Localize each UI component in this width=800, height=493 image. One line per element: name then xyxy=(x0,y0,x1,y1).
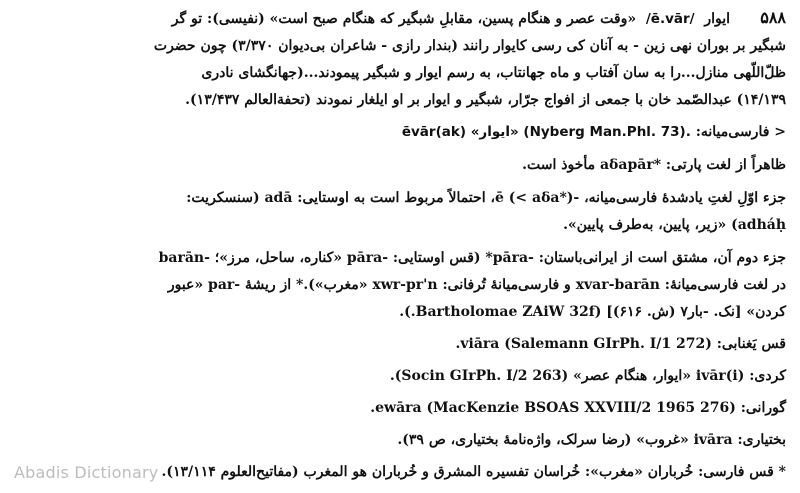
entry-line-2: شبگیر بر بوران نهی زین - به آنان کی رسی کایوار رانند (بندار رازی - شاعران بی‌دیوان ۳/۳۷۰) چون حضرت xyxy=(153,38,786,54)
watermark: Abadis Dictionary xyxy=(14,463,159,482)
entry-line-9: جزء دوم آن، مشتق است از ایرانی‌باستان: -pāra* (قس اوستایی: -pāra «کناره، ساحل، مرز»؛ -barān xyxy=(158,250,786,266)
entry-line-3: ظلّ‌اللّهی منازل...را به سان آفتاب و ماه جهانتاب، به رسم ایوار و شبگیر پیمودند...(جهانگشای نادری xyxy=(201,65,786,81)
entry-line-4: ۱۴/۱۳۹) عبدالصّمد خان با جمعی از افواج جرّار، شبگیر و ایوار بر او ایلغار نمودند (تحفة‌العالم ۱۳/۴۳۷). xyxy=(185,92,786,108)
middle-persian-form: ēvār(ak) «ایوار» (Nyberg Man.Phl. 73). xyxy=(401,124,691,140)
entry-number: ۵۸۸ xyxy=(760,8,786,27)
entry-line-6: ظاهراً از لغت پارتی: *aδapār مأخوذ است. xyxy=(522,157,786,173)
entry-line-10: در لغت فارسی‌میانهٔ: xvar-barān و فارسی‌میانهٔ تُرفانی: xwr-pr'n «مغرب»).* از ریشهٔ -par «عبور xyxy=(167,277,786,293)
entry-line-16: * قس فارسی: خُرباران «مغرب»: خُراسان تفسیره المشرق و خُرباران هو المغرب (مفاتیح‌العلوم ۱۳/۱۱۴). xyxy=(161,464,786,480)
entry-line-15: بختیاری: ivāra «غروب» (رضا سرلک، واژه‌نامهٔ بختیاری، ص ۳۹). xyxy=(397,432,786,448)
middle-persian-label: < فارسی‌میانه: xyxy=(690,124,786,140)
entry-line-8: adháḥ) «زیر، پایین، به‌طرف پایین». xyxy=(563,217,786,233)
entry-line-13: کردی: ivār(i) «ایوار، هنگام عصر» (Socin GIrPh. I/2 263). xyxy=(389,368,786,384)
entry-line-11: کردن» [نک. -بار۷ (ش. ۶۱۶)] (Bartholomae ZAiW 32f.). xyxy=(399,304,786,320)
entry-line-7: جزء اوّلِ لغتِ یادشدهٔ فارسی‌میانه، -ē (< aδa*)، احتمالاً مربوط است به اوستایی: adā (سنسکریت: xyxy=(186,190,786,206)
entry-line-1 xyxy=(18,6,730,32)
entry-line-12: قس یَغنابی: viāra (Salemann GIrPh. I/1 272). xyxy=(455,336,786,352)
transcription: /ē.vār/ xyxy=(645,11,695,27)
entry-line-5 xyxy=(18,119,786,145)
entry-line-14: گورانی: ewāra (MacKenzie BSOAS XXVIII/2 1965 276). xyxy=(370,400,786,416)
definition-text: «وقت عصر و هنگام پسین، مقابلِ شبگیر که هنگام صبح است» (نفیسی): تو گر xyxy=(171,11,637,27)
headword: ایوار xyxy=(704,11,730,27)
